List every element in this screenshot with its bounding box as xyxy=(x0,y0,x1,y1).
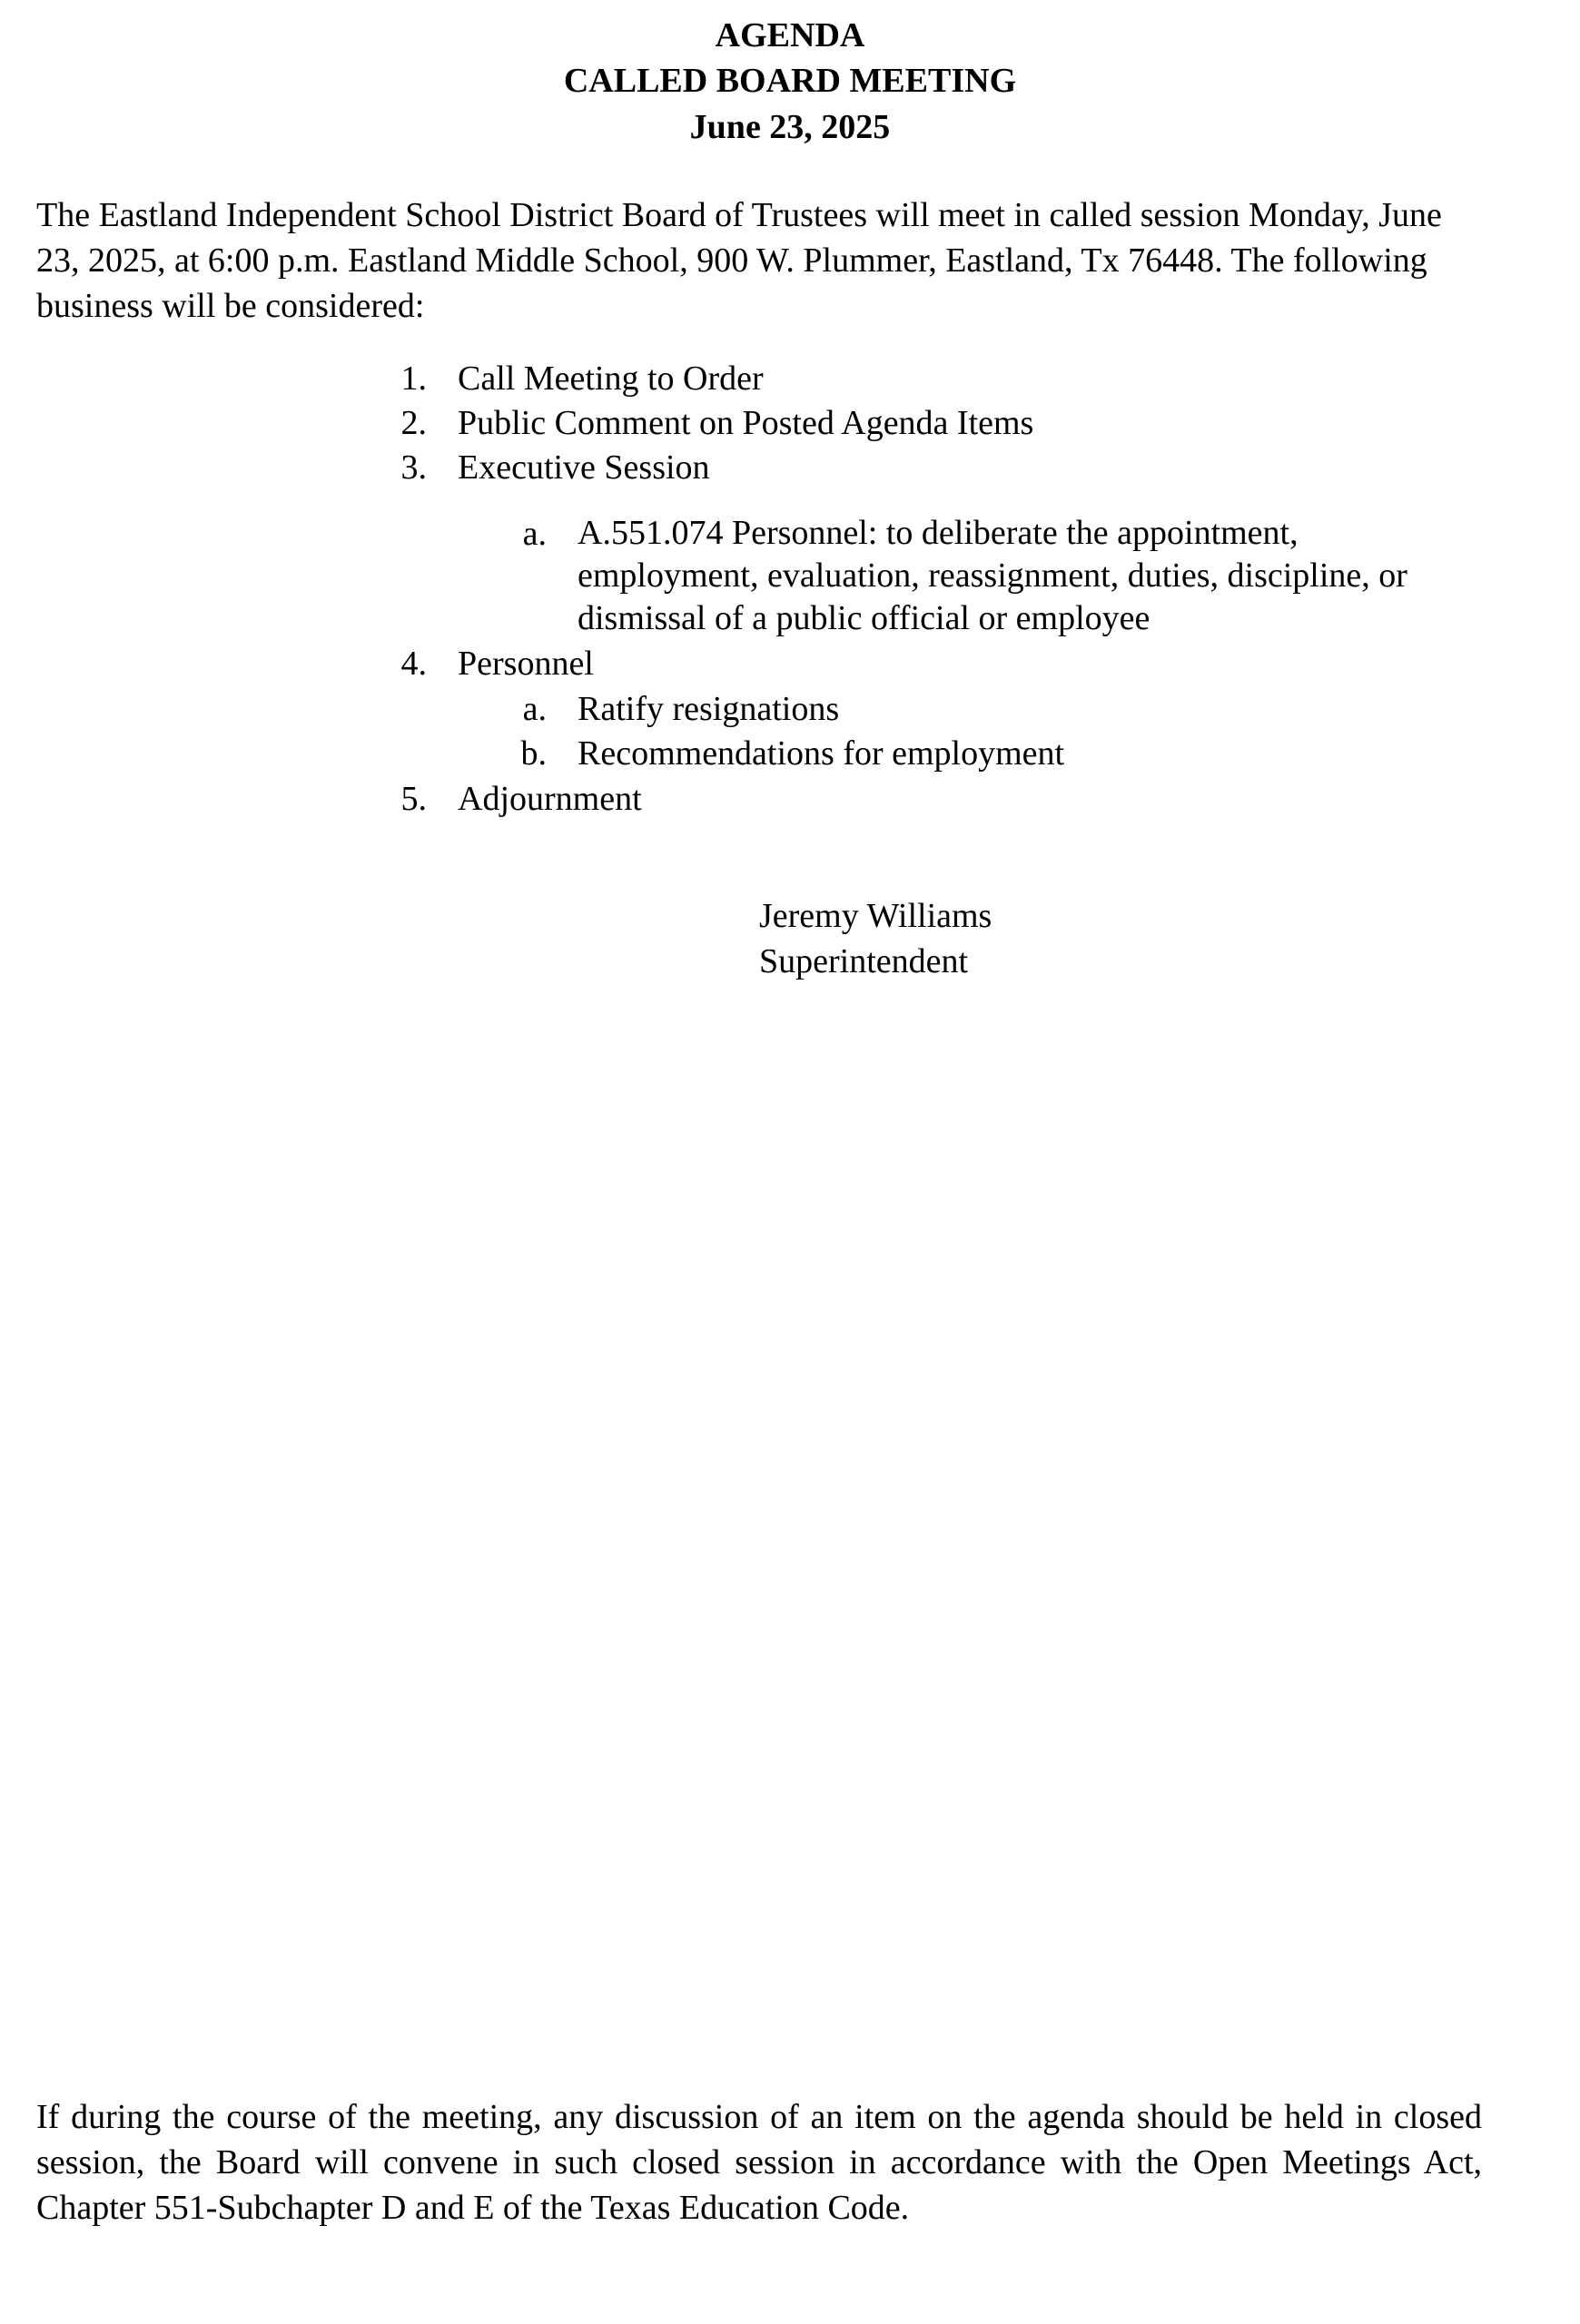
agenda-item-number: 2. xyxy=(400,404,427,442)
agenda-title: AGENDA xyxy=(715,16,865,54)
agenda-subitem-text: Ratify resignations xyxy=(578,690,840,728)
agenda-subitem-letter: b. xyxy=(520,734,547,773)
signature-title: Superintendent xyxy=(759,942,969,980)
meeting-type: CALLED BOARD MEETING xyxy=(563,62,1017,100)
agenda-subitem-text: A.551.074 Personnel: to deliberate the appointment, employment, evaluation, reassignment, duties, discipline, or dismissal of a public official or employee xyxy=(578,514,1407,637)
agenda-item-number: 1. xyxy=(400,359,427,398)
signature-name: Jeremy Williams xyxy=(759,897,992,935)
agenda-item-text: Executive Session xyxy=(458,448,710,487)
agenda-item-number: 3. xyxy=(400,448,427,487)
meeting-date: June 23, 2025 xyxy=(689,108,891,146)
agenda-item-text: Adjournment xyxy=(458,780,642,818)
intro-paragraph: The Eastland Independent School District Board of Trustees will meet in called session Monday, June 23, 2025, at 6:00 p.m. Eastland Middle School, 900 W. Plummer, Eastland, Tx 76448. The following business will be considered: xyxy=(36,196,1442,325)
agenda-item-number: 4. xyxy=(400,645,427,683)
agenda-subitem-letter: a. xyxy=(522,690,547,728)
closed-session-notice: If during the course of the meeting, any discussion of an item on the agenda should be held in closed session, the Board will convene in such closed session in accordance with the Open Meetings Act, Chapter 551-Subchapter D and E of the Texas Education Code. xyxy=(36,2098,1482,2227)
agenda-subitem-text: Recommendations for employment xyxy=(578,734,1065,773)
agenda-item-text: Personnel xyxy=(458,645,594,683)
agenda-item-text: Call Meeting to Order xyxy=(458,359,764,398)
agenda-subitem-letter: a. xyxy=(522,515,547,553)
agenda-item-number: 5. xyxy=(400,780,427,818)
agenda-item-text: Public Comment on Posted Agenda Items xyxy=(458,404,1034,442)
